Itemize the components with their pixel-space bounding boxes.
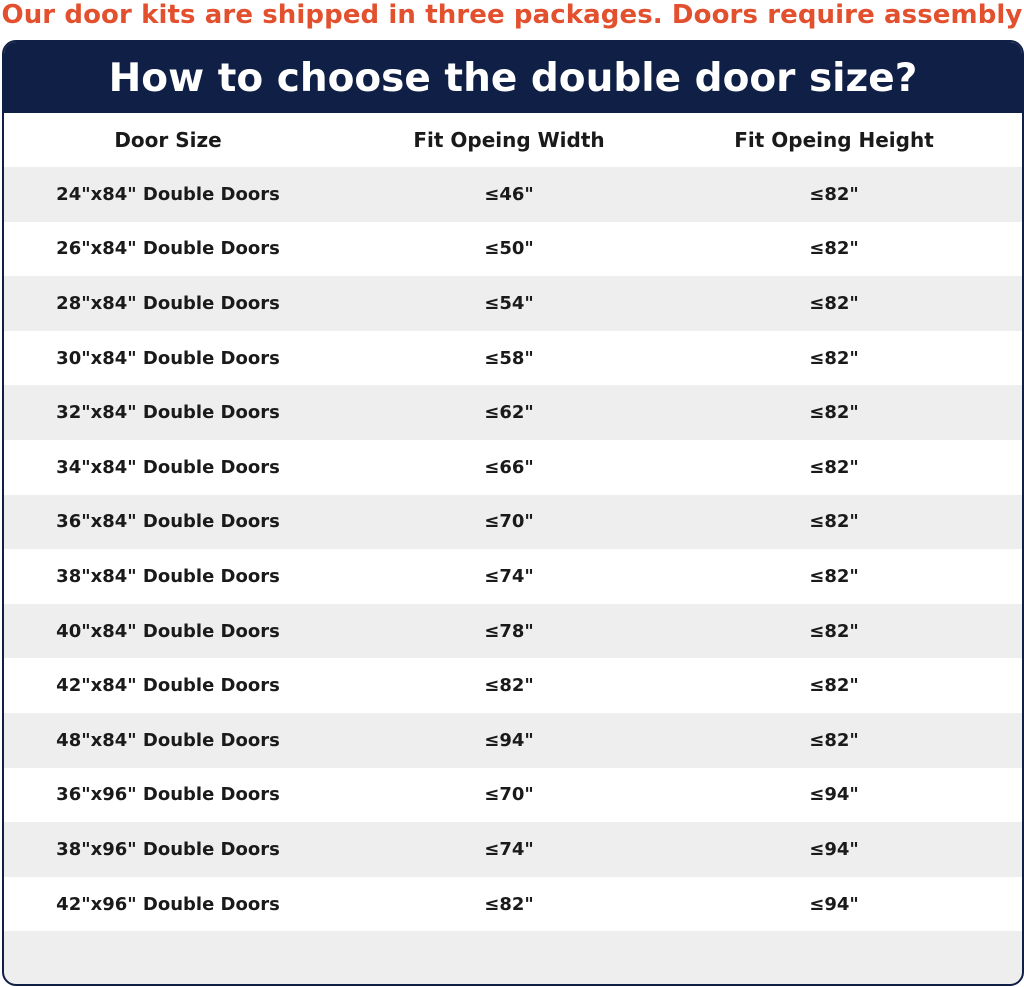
opening-height-cell: ≤82" — [809, 183, 859, 205]
table-row — [4, 331, 1022, 386]
opening-width-cell: ≤74" — [484, 565, 534, 587]
door-size-cell: 28"x84" Double Doors — [56, 292, 280, 314]
door-size-cell: 42"x84" Double Doors — [56, 675, 280, 697]
door-size-cell: 30"x84" Double Doors — [56, 347, 280, 369]
door-size-cell: 24"x84" Double Doors — [56, 183, 280, 205]
opening-height-cell: ≤82" — [809, 402, 859, 424]
opening-height-cell: ≤82" — [809, 292, 859, 314]
table-row — [4, 385, 1022, 440]
door-size-cell: 36"x84" Double Doors — [56, 511, 280, 533]
size-guide-card — [2, 40, 1024, 986]
table-row — [4, 222, 1022, 277]
opening-height-cell: ≤94" — [809, 893, 859, 915]
column-header-door-size: Door Size — [114, 128, 222, 152]
opening-width-cell: ≤82" — [484, 893, 534, 915]
door-size-cell: 42"x96" Double Doors — [56, 893, 280, 915]
door-size-cell: 38"x84" Double Doors — [56, 565, 280, 587]
door-size-cell: 40"x84" Double Doors — [56, 620, 280, 642]
opening-height-cell: ≤82" — [809, 729, 859, 751]
table-row — [4, 167, 1022, 222]
table-row — [4, 822, 1022, 877]
door-size-cell: 34"x84" Double Doors — [56, 456, 280, 478]
table-row — [4, 604, 1022, 659]
door-size-cell: 32"x84" Double Doors — [56, 402, 280, 424]
table-row — [4, 658, 1022, 713]
door-size-cell: 48"x84" Double Doors — [56, 729, 280, 751]
opening-height-cell: ≤82" — [809, 511, 859, 533]
opening-height-cell: ≤82" — [809, 347, 859, 369]
table-body — [4, 167, 1022, 931]
opening-width-cell: ≤70" — [484, 784, 534, 806]
opening-width-cell: ≤62" — [484, 402, 534, 424]
opening-height-cell: ≤82" — [809, 238, 859, 260]
opening-width-cell: ≤58" — [484, 347, 534, 369]
opening-height-cell: ≤82" — [809, 620, 859, 642]
table-row — [4, 440, 1022, 495]
opening-height-cell: ≤82" — [809, 675, 859, 697]
column-header-opening-height: Fit Opeing Height — [734, 128, 934, 152]
table-row — [4, 713, 1022, 768]
opening-width-cell: ≤54" — [484, 292, 534, 314]
opening-width-cell: ≤94" — [484, 729, 534, 751]
opening-width-cell: ≤78" — [484, 620, 534, 642]
column-header-opening-width: Fit Opeing Width — [413, 128, 605, 152]
opening-width-cell: ≤66" — [484, 456, 534, 478]
door-size-cell: 38"x96" Double Doors — [56, 838, 280, 860]
opening-height-cell: ≤82" — [809, 456, 859, 478]
opening-width-cell: ≤46" — [484, 183, 534, 205]
opening-height-cell: ≤94" — [809, 838, 859, 860]
table-row — [4, 276, 1022, 331]
table-header — [4, 113, 1022, 167]
opening-height-cell: ≤94" — [809, 784, 859, 806]
opening-width-cell: ≤74" — [484, 838, 534, 860]
table-row — [4, 877, 1022, 932]
opening-width-cell: ≤82" — [484, 675, 534, 697]
door-size-cell: 36"x96" Double Doors — [56, 784, 280, 806]
table-row — [4, 549, 1022, 604]
size-guide-title: How to choose the double door size? — [4, 42, 1022, 113]
door-size-cell: 26"x84" Double Doors — [56, 238, 280, 260]
table-row — [4, 768, 1022, 823]
table-row — [4, 495, 1022, 550]
opening-height-cell: ≤82" — [809, 565, 859, 587]
shipping-notice: Our door kits are shipped in three packages. Doors require assembly — [1, 0, 1023, 30]
opening-width-cell: ≤70" — [484, 511, 534, 533]
opening-width-cell: ≤50" — [484, 238, 534, 260]
